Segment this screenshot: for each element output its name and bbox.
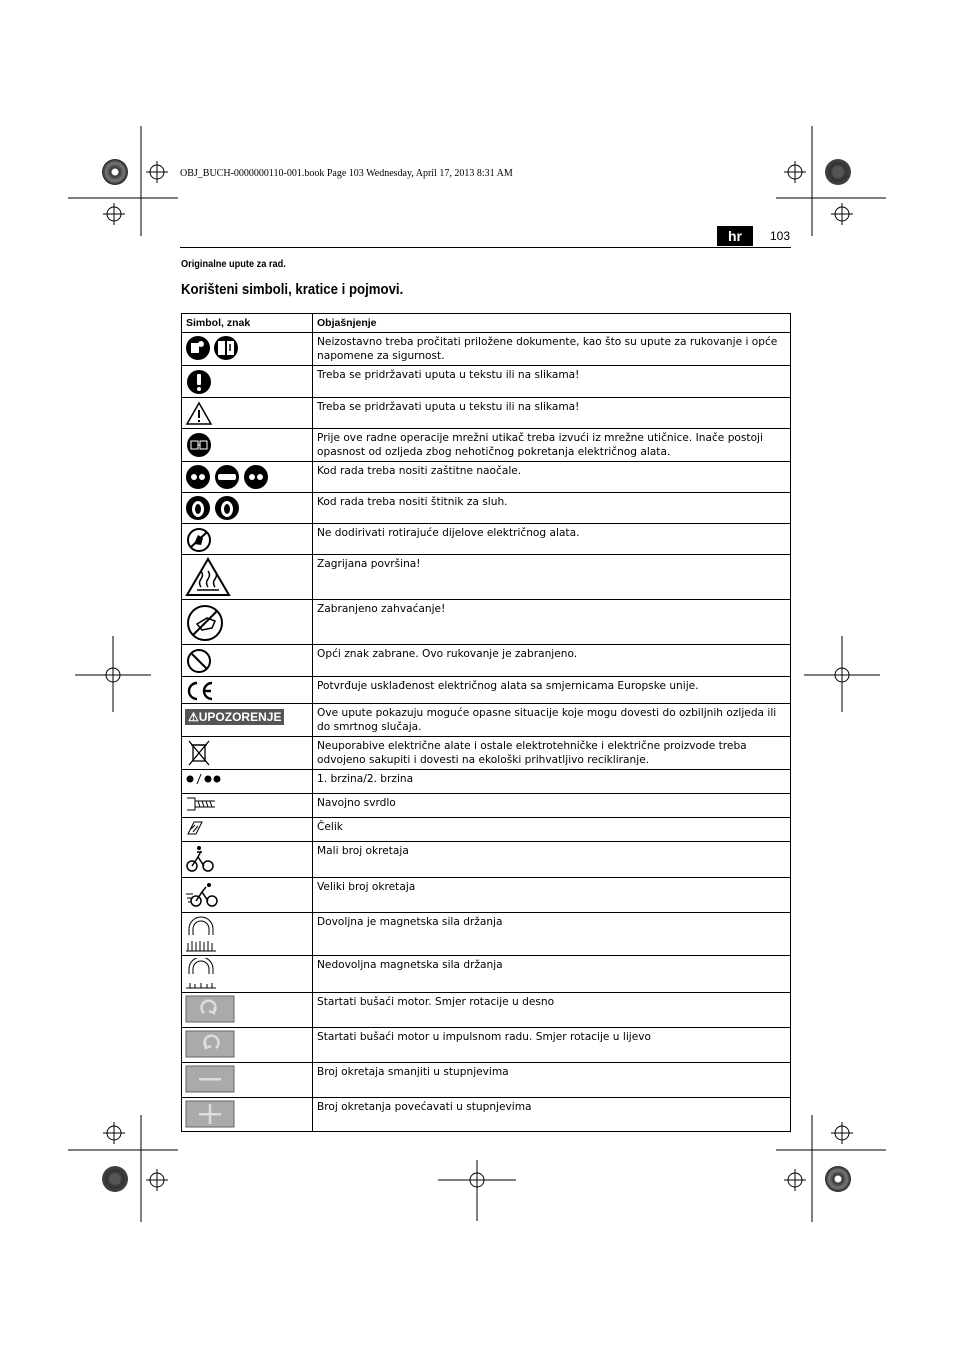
- table-row: [182, 956, 791, 993]
- table-row: [182, 1028, 791, 1063]
- table-row: [182, 645, 791, 677]
- row-text: Startati bušaći motor. Smjer rotacije u desno: [313, 993, 791, 1028]
- table-row: [182, 524, 791, 555]
- table-row: [182, 704, 791, 737]
- row-text: Prije ove radne operacije mrežni utikač treba izvući iz mrežne utičnice. Inače postoji opasnost od ozljeda zbog nehotičnog pokretanja električnog alata.: [313, 429, 791, 462]
- column-header-explanation: Objašnjenje: [313, 314, 791, 333]
- warning-label-text: UPOZORENJE: [198, 710, 282, 724]
- table-row: [182, 818, 791, 842]
- bicycle-fast-icon: [185, 880, 221, 910]
- table-row: [182, 677, 791, 704]
- column-header-symbol: Simbol, znak: [182, 314, 313, 333]
- exclamation-circle-icon: [185, 368, 213, 394]
- row-text: Ove upute pokazuju moguće opasne situacije koje mogu dovesti do ozbiljnih ozljeda ili do smrtnog slučaja.: [313, 704, 791, 737]
- row-text: Ne dodirivati rotirajuće dijelove električnog alata.: [313, 524, 791, 555]
- table-row: [182, 493, 791, 524]
- table-row: [182, 737, 791, 770]
- row-text: Kod rada treba nositi zaštitne naočale.: [313, 462, 791, 493]
- read-manual-icon: [185, 335, 241, 361]
- warning-label: [185, 709, 284, 725]
- minus-button-icon: [185, 1065, 235, 1093]
- row-text: Treba se pridržavati uputa u tekstu ili na slikama!: [313, 398, 791, 429]
- steel-icon: [185, 820, 205, 836]
- document-subtitle: Originalne upute za rad.: [181, 259, 286, 270]
- rotate-right-button-icon: [185, 995, 235, 1023]
- table-row: [182, 366, 791, 398]
- row-text: Mali broj okretaja: [313, 842, 791, 878]
- plus-button-icon: [185, 1100, 235, 1128]
- tap-drill-icon: [185, 796, 219, 812]
- table-row: [182, 555, 791, 600]
- row-text: Zabranjeno zahvaćanje!: [313, 600, 791, 645]
- row-text: Treba se pridržavati uputa u tekstu ili na slikama!: [313, 366, 791, 398]
- warning-triangle-icon: [185, 400, 213, 426]
- row-text: Neuporabive električne alate i ostale elektrotehničke i električne proizvode treba odvojeno sakupiti i dovesti na ekološki prihvatljivo recikliranje.: [313, 737, 791, 770]
- ce-mark-icon: [185, 679, 215, 701]
- row-text: 1. brzina/2. brzina: [313, 770, 791, 794]
- header-rule: [180, 247, 791, 248]
- table-row: [182, 770, 791, 794]
- unplug-icon: [185, 431, 213, 457]
- table-row: [182, 794, 791, 818]
- symbols-table: [181, 313, 791, 1132]
- book-info: OBJ_BUCH-0000000110-001.book Page 103 Wednesday, April 17, 2013 8:31 AM: [180, 168, 513, 179]
- table-row: [182, 398, 791, 429]
- prohibition-icon: [185, 647, 213, 673]
- row-text: Kod rada treba nositi štitnik za sluh.: [313, 493, 791, 524]
- hot-surface-icon: [185, 557, 231, 597]
- row-text: Neizostavno treba pročitati priložene dokumente, kao što su upute za rukovanje i opće napomene za sigurnost.: [313, 333, 791, 366]
- language-badge: hr: [717, 226, 753, 246]
- magnet-strong-icon: [185, 915, 217, 953]
- row-text: Nedovoljna magnetska sila držanja: [313, 956, 791, 993]
- row-text: Opći znak zabrane. Ovo rukovanje je zabranjeno.: [313, 645, 791, 677]
- no-reaching-icon: [185, 602, 225, 642]
- warning-triangle-icon: ⚠: [188, 710, 199, 724]
- row-text: Zagrijana površina!: [313, 555, 791, 600]
- table-row: [182, 1098, 791, 1132]
- magnet-weak-icon: [185, 958, 217, 990]
- table-row: [182, 913, 791, 956]
- row-text: Navojno svrdlo: [313, 794, 791, 818]
- table-header-row: [182, 314, 791, 333]
- table-row: [182, 1063, 791, 1098]
- row-text: Potvrđuje usklađenost električnog alata sa smjernicama Europske unije.: [313, 677, 791, 704]
- row-text: Veliki broj okretaja: [313, 878, 791, 913]
- ear-protection-icon: [185, 495, 241, 521]
- table-row: [182, 600, 791, 645]
- bicycle-slow-icon: [185, 844, 215, 874]
- row-text: Čelik: [313, 818, 791, 842]
- table-row: [182, 333, 791, 366]
- gear-dots-icon: [185, 772, 225, 786]
- rotate-left-button-icon: [185, 1030, 235, 1058]
- row-text: Broj okretaja smanjiti u stupnjevima: [313, 1063, 791, 1098]
- row-text: Dovoljna je magnetska sila držanja: [313, 913, 791, 956]
- no-touch-rotating-icon: [185, 526, 213, 552]
- table-row: [182, 842, 791, 878]
- page-number: 103: [770, 229, 791, 243]
- table-row: [182, 878, 791, 913]
- safety-goggles-icon: [185, 464, 269, 490]
- row-text: Startati bušaći motor u impulsnom radu. Smjer rotacije u lijevo: [313, 1028, 791, 1063]
- row-text: Broj okretanja povećavati u stupnjevima: [313, 1098, 791, 1132]
- crossed-bin-icon: [185, 739, 213, 767]
- table-row: [182, 993, 791, 1028]
- table-row: [182, 429, 791, 462]
- table-row: [182, 462, 791, 493]
- section-title: Korišteni simboli, kratice i pojmovi.: [181, 281, 404, 298]
